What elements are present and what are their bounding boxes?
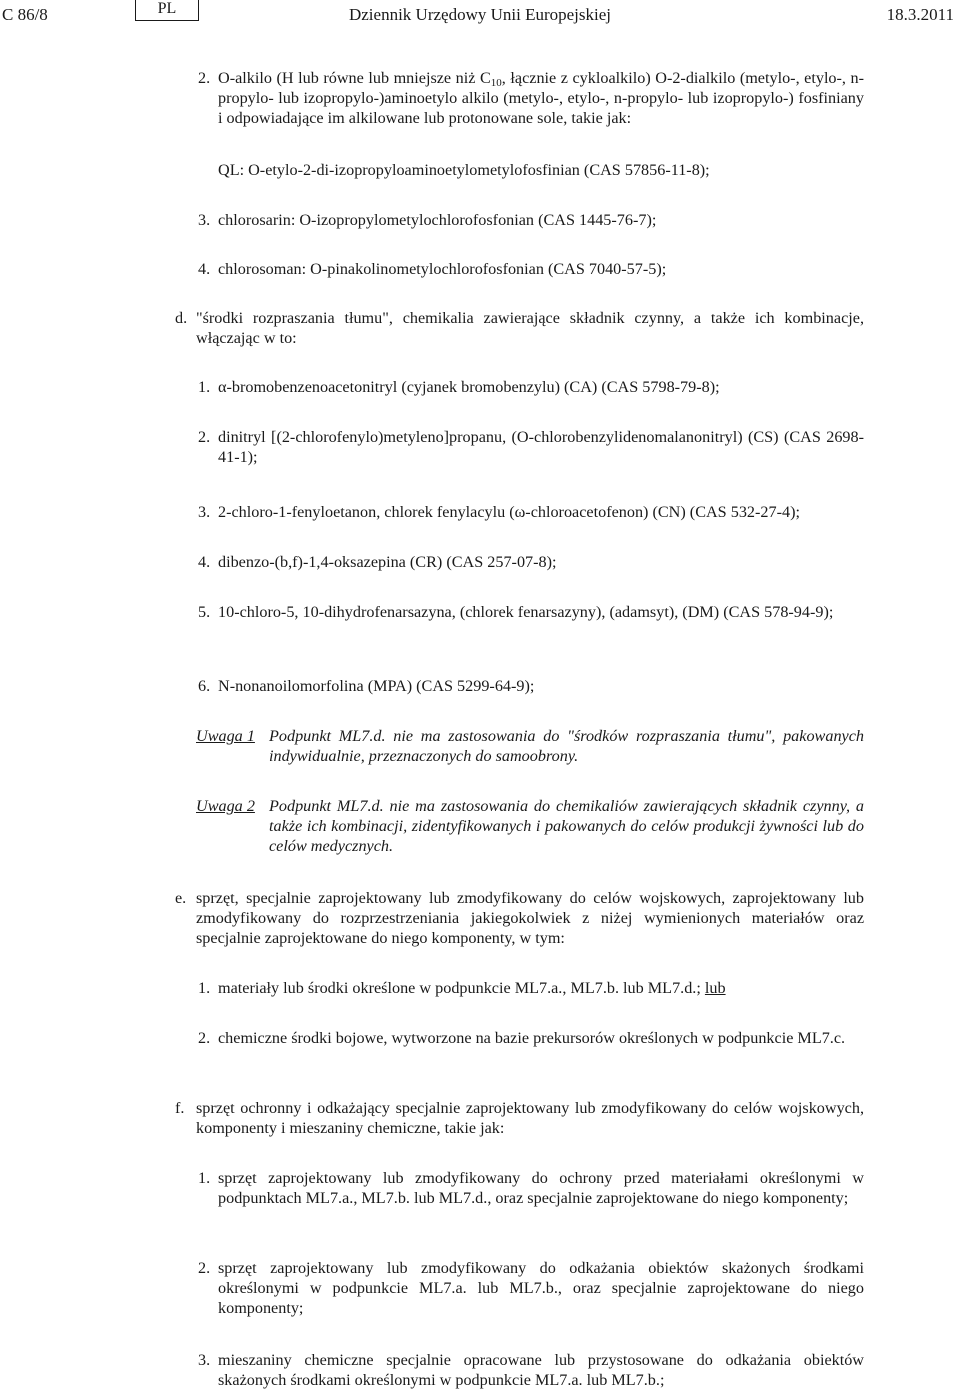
item-text: mieszaniny chemiczne specjalnie opracowane lub przystosowane do odkażania obiektów skażonych środkami określonymi w podpunkcie ML7.a. lub ML7.b.; bbox=[218, 1351, 864, 1389]
item-text: sprzęt zaprojektowany lub zmodyfikowany do ochrony przed materiałami określonymi w podpunktach ML7.a., ML7.b. lub ML7.d., oraz specjalnie zaprojektowane do niego komponenty; bbox=[218, 1169, 864, 1207]
item-text: "środki rozpraszania tłumu", chemikalia zawierające składnik czynny, a także ich kombinacje, włączając w to: bbox=[196, 309, 864, 347]
item-text: 2-chloro-1-fenyloetanon, chlorek fenylacylu (ω-chloroacetofenon) (CN) (CAS 532-27-4); bbox=[218, 503, 800, 521]
language-badge: PL bbox=[135, 0, 199, 21]
item-number: 5. bbox=[198, 603, 211, 621]
item-text-part: materiały lub środki określone w podpunkcie ML7.a., ML7.b. lub ML7.d.; bbox=[218, 979, 701, 997]
item-text: chemiczne środki bojowe, wytworzone na bazie prekursorów określonych w podpunkcie ML7.c. bbox=[218, 1029, 846, 1047]
item-text: chlorosarin: O-izopropylometylochlorofosfonian (CAS 1445-76-7); bbox=[218, 211, 657, 229]
item-number: 6. bbox=[198, 677, 211, 695]
item-text: dinitryl [(2-chlorofenylo)metyleno]propanu, (O-chlorobenzylidenomalanonitryl) (CS) (CAS 2698-41-1); bbox=[218, 428, 864, 466]
item-text bbox=[218, 978, 864, 998]
page-reference: C 86/8 bbox=[2, 5, 48, 24]
item-text: 10-chloro-5, 10-dihydrofenarsazyna, (chlorek fenarsazyny), (adamsyt), (DM) (CAS 578-94-9); bbox=[218, 603, 834, 621]
note-text: Podpunkt ML7.d. nie ma zastosowania do "środków rozpraszania tłumu", pakowanych indywidualnie, przeznaczonych do samoobrony. bbox=[269, 727, 864, 765]
item-text: QL: O-etylo-2-di-izopropyloaminoetylometylofosfinian (CAS 57856-11-8); bbox=[218, 161, 710, 179]
item-text: sprzęt zaprojektowany lub zmodyfikowany do odkażania obiektów skażonych środkami określonymi w podpunkcie ML7.a. lub ML7.b., oraz specjalnie zaprojektowane do niego komponenty; bbox=[218, 1259, 864, 1317]
item-number: 1. bbox=[198, 1169, 211, 1187]
item-letter: f. bbox=[175, 1099, 185, 1117]
journal-title: Dziennik Urzędowy Unii Europejskiej bbox=[348, 5, 611, 24]
note-label: Uwaga 1 bbox=[196, 727, 255, 745]
item-number: 2. bbox=[198, 1259, 211, 1277]
page-header bbox=[0, 0, 960, 30]
note-text: Podpunkt ML7.d. nie ma zastosowania do chemikaliów zawierających składnik czynny, a także ich kombinacji, zidentyfikowanych i pakowanych do celów produkcji żywności lub do celów medycznych. bbox=[269, 797, 864, 855]
item-letter: e. bbox=[175, 889, 187, 907]
item-number: 1. bbox=[198, 979, 211, 997]
item-letter: d. bbox=[175, 309, 188, 327]
item-text bbox=[218, 68, 864, 128]
item-number: 4. bbox=[198, 553, 211, 571]
item-number: 2. bbox=[198, 1029, 211, 1047]
item-number: 2. bbox=[198, 69, 211, 87]
item-number: 3. bbox=[198, 503, 211, 521]
item-text: N-nonanoilomorfolina (MPA) (CAS 5299-64-9); bbox=[218, 677, 535, 695]
item-text-part: O-alkilo (H lub równe lub mniejsze niż C bbox=[218, 69, 491, 87]
item-number: 1. bbox=[198, 378, 211, 396]
item-number: 3. bbox=[198, 211, 211, 229]
item-text: chlorosoman: O-pinakolinometylochlorofosfonian (CAS 7040-57-5); bbox=[218, 260, 667, 278]
item-text: sprzęt ochronny i odkażający specjalnie zaprojektowany lub zmodyfikowany do celów wojskowych, komponenty i mieszaniny chemiczne, takie jak: bbox=[196, 1099, 864, 1137]
item-text: dibenzo-(b,f)-1,4-oksazepina (CR) (CAS 257-07-8); bbox=[218, 553, 557, 571]
list-item bbox=[198, 68, 864, 130]
note-label: Uwaga 2 bbox=[196, 797, 255, 815]
subscript: 10 bbox=[490, 77, 502, 89]
item-number: 2. bbox=[198, 428, 211, 446]
item-number: 4. bbox=[198, 260, 211, 278]
item-text: sprzęt, specjalnie zaprojektowany lub zmodyfikowany do celów wojskowych, zaprojektowany lub zmodyfikowany do rozprzestrzeniania jakiegokolwiek z niżej wymienionych materiałów oraz specjalnie zaprojektowane do niego komponenty, w tym: bbox=[196, 889, 864, 947]
item-text: α-bromobenzenoacetonitryl (cyjanek bromobenzylu) (CA) (CAS 5798-79-8); bbox=[218, 378, 720, 396]
publication-date: 18.3.2011 bbox=[886, 5, 954, 24]
item-text-part: , łącznie z cykloalkilo) O-2-dialkilo (metylo-, etylo-, n-propylo- lub izopropylo-)aminoetylo alkilo (metylo-, etylo-, n-propylo- lub izopropylo-) fosfiniany i odpowiadające im alkilowane lub protonowane sole, takie jak: bbox=[218, 69, 864, 127]
item-number: 3. bbox=[198, 1351, 211, 1369]
underlined-conjunction: lub bbox=[704, 979, 726, 997]
